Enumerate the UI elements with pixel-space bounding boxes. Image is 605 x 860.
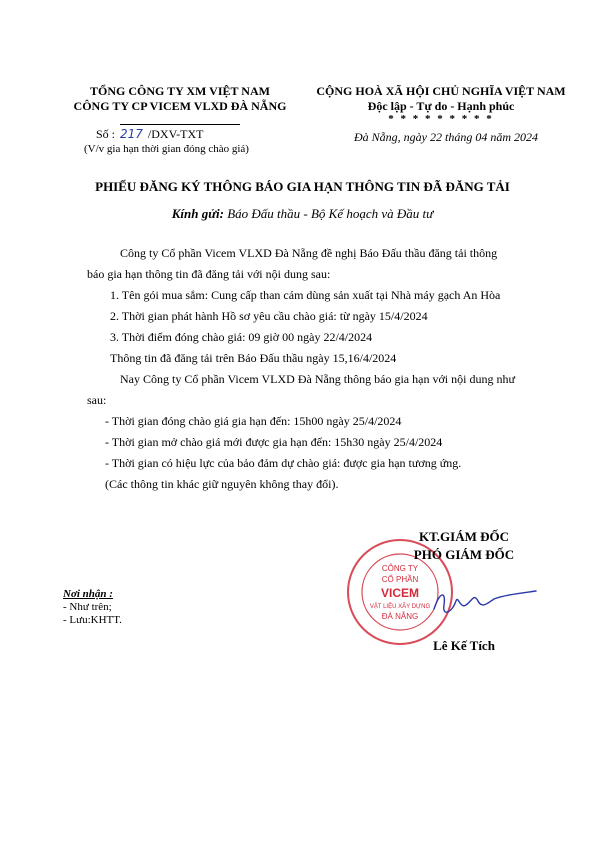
addressee xyxy=(0,206,605,222)
signature-title-1: KT.GIÁM ĐỐC xyxy=(418,529,510,544)
handwritten-signature xyxy=(430,583,540,623)
seal-line-2: CỔ PHẦN xyxy=(381,575,419,584)
number-label: Số : xyxy=(96,127,116,141)
issue-date: Đà Nẵng, ngày 22 tháng 04 năm 2024 xyxy=(354,130,538,144)
national-motto: Độc lập - Tự do - Hạnh phúc xyxy=(367,99,515,113)
document-subject: (V/v gia hạn thời gian đóng chào giá) xyxy=(84,143,249,155)
info-paragraph: Thông tin đã đăng tải trên Báo Đấu thầu ngày 15,16/4/2024 xyxy=(110,351,397,365)
header-underline xyxy=(120,124,240,125)
document-number xyxy=(96,127,203,142)
signer-name: Lê Kế Tích xyxy=(433,638,495,653)
item-3: 3. Thời điểm đóng chào giá: 09 giờ 00 ngày 22/4/2024 xyxy=(110,330,373,344)
closing-note: (Các thông tin khác giữ nguyên không thay đổi). xyxy=(105,477,339,491)
recipient-item: - Lưu:KHTT. xyxy=(63,614,122,626)
recipients-block xyxy=(63,588,122,627)
document-body xyxy=(87,243,515,495)
item-1: 1. Tên gói mua sắm: Cung cấp than cám dùng sản xuất tại Nhà máy gạch An Hòa xyxy=(110,288,501,302)
seal-line-5: ĐÀ NẴNG xyxy=(381,612,419,621)
seal-line-3: VICEM xyxy=(380,586,420,600)
dash-item-1: - Thời gian đóng chào giá gia hạn đến: 15h00 ngày 25/4/2024 xyxy=(105,414,402,428)
number-handwritten: 217 xyxy=(120,127,143,141)
addressee-label: Kính gửi: xyxy=(171,206,224,221)
signature-title-2: PHÓ GIÁM ĐỐC xyxy=(413,547,515,562)
notice-paragraph: Nay Công ty Cổ phần Vicem VLXD Đà Nẵng thông báo gia hạn với nội dung như sau: xyxy=(87,372,515,407)
recipients-label: Nơi nhận : xyxy=(63,588,113,600)
parent-company: TỔNG CÔNG TY XM VIỆT NAM xyxy=(90,84,270,98)
addressee-text: Báo Đấu thầu - Bộ Kế hoạch và Đầu tư xyxy=(227,206,434,221)
document-title: PHIẾU ĐĂNG KÝ THÔNG BÁO GIA HẠN THÔNG TIN ĐÃ ĐĂNG TẢI xyxy=(95,179,510,194)
national-header xyxy=(316,84,566,125)
seal-line-1: CÔNG TY xyxy=(381,564,419,573)
item-2: 2. Thời gian phát hành Hồ sơ yêu cầu chào giá: từ ngày 15/4/2024 xyxy=(110,309,428,323)
header-stars: * * * * * * * * * xyxy=(388,113,494,125)
company-name: CÔNG TY CP VICEM VLXD ĐÀ NẴNG xyxy=(73,99,287,113)
issuer-header xyxy=(70,84,290,129)
national-title: CỘNG HOÀ XÃ HỘI CHỦ NGHĨA VIỆT NAM xyxy=(316,84,566,98)
dash-item-2: - Thời gian mở chào giá mới được gia hạn đến: 15h30 ngày 25/4/2024 xyxy=(105,435,443,449)
seal-line-4: VẬT LIỆU XÂY DỰNG xyxy=(369,604,431,610)
recipient-item: - Như trên; xyxy=(63,601,112,613)
dash-item-3: - Thời gian có hiệu lực của bảo đảm dự chào giá: được gia hạn tương ứng. xyxy=(105,456,462,470)
number-suffix: /DXV-TXT xyxy=(147,127,204,141)
intro-paragraph: Công ty Cổ phần Vicem VLXD Đà Nẵng đề nghị Báo Đấu thầu đăng tải thông báo gia hạn thông tin đã đăng tải với nội dung sau: xyxy=(87,246,498,281)
